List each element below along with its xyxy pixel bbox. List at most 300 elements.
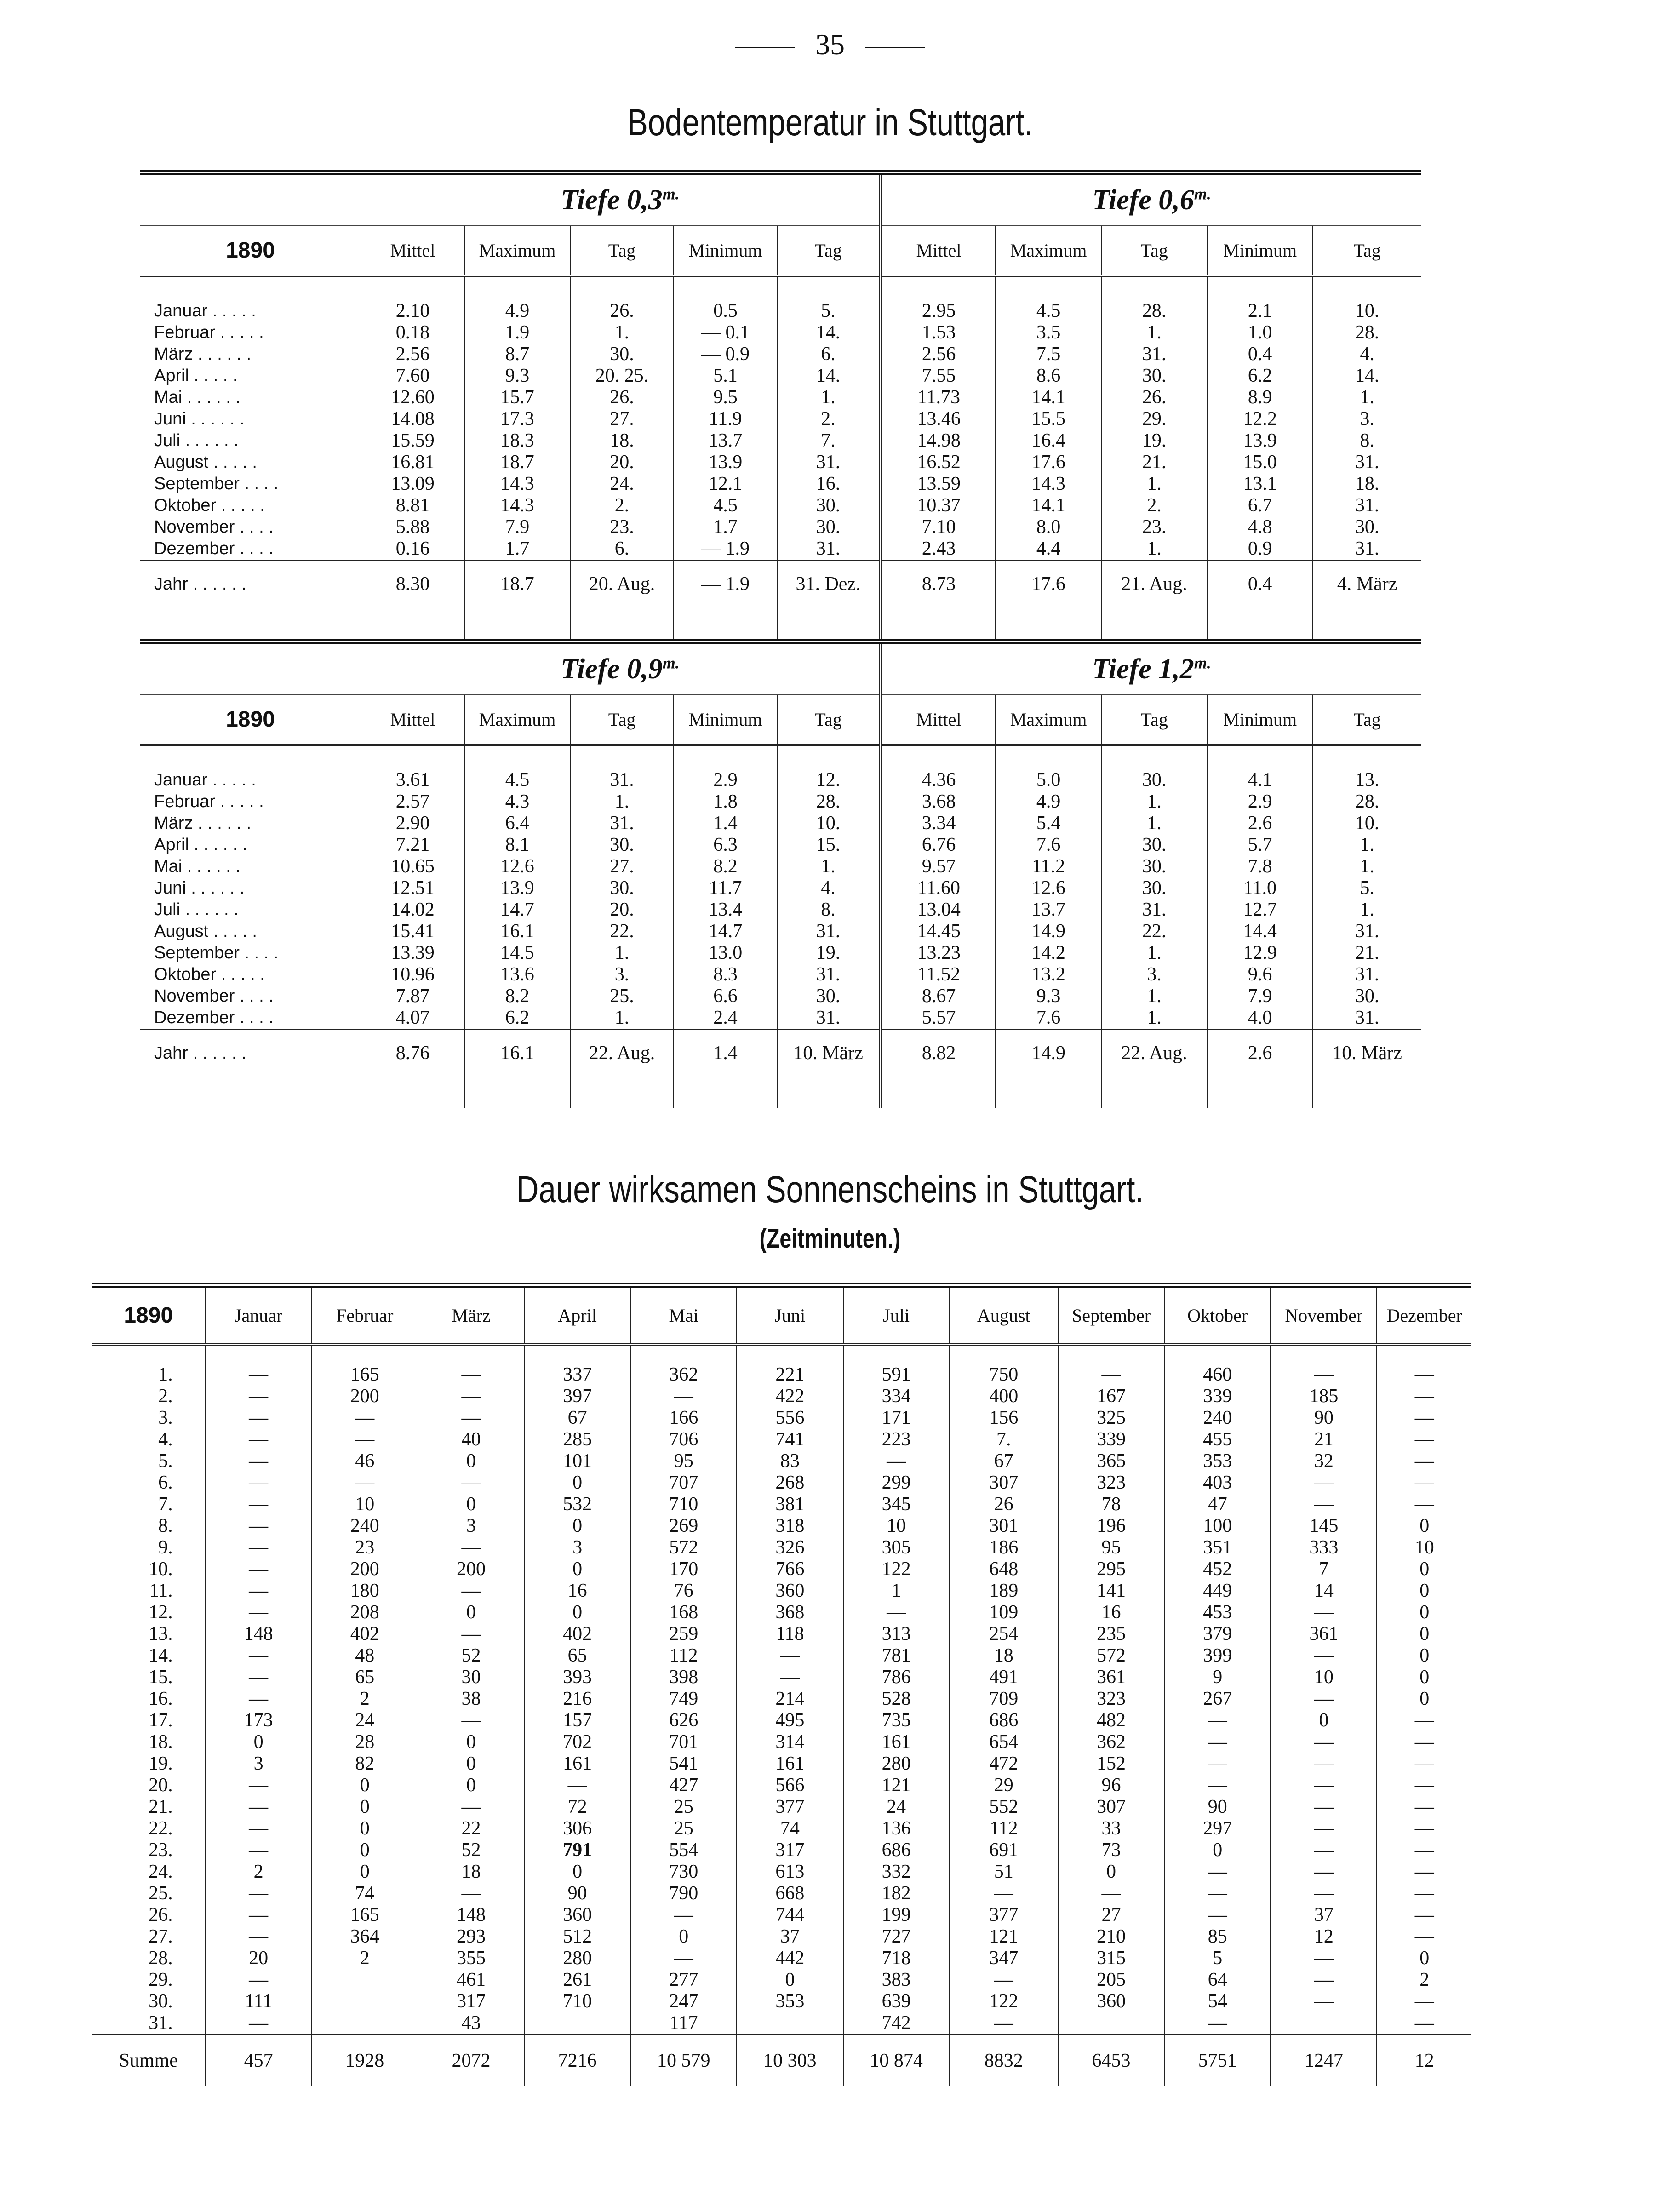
value-cell: 168 <box>630 1602 737 1623</box>
value-cell: 398 <box>630 1667 737 1688</box>
value-cell: 11.2 <box>996 856 1101 877</box>
day-label: 4. <box>158 1429 173 1450</box>
value-cell: — <box>1377 1450 1471 1472</box>
sum-value: 457 <box>206 2035 312 2086</box>
value-cell: 12.6 <box>996 877 1101 899</box>
value-cell: — <box>1377 1753 1471 1775</box>
value-cell: — <box>1271 1840 1377 1861</box>
value-cell: 167 <box>1058 1386 1164 1407</box>
month-label: November . . . . <box>154 517 274 537</box>
value-cell: 13.39 <box>361 942 464 964</box>
depth-unit: m. <box>1194 653 1211 672</box>
depth-header-row <box>140 642 1421 695</box>
value-cell: 30. <box>1101 365 1207 387</box>
value-cell: 31. <box>1313 452 1421 473</box>
month-header: Dezember <box>1377 1285 1471 1344</box>
value-cell: 18 <box>418 1861 524 1883</box>
value-cell: 14. <box>777 322 881 344</box>
tail-cell <box>1313 1076 1421 1108</box>
value-cell: 14.5 <box>464 942 570 964</box>
value-cell: 280 <box>524 1948 630 1969</box>
value-cell: 26 <box>950 1494 1058 1515</box>
table-row <box>140 791 1421 813</box>
value-cell: 1. <box>1313 387 1421 408</box>
value-cell: — <box>206 1472 312 1494</box>
value-cell: 353 <box>737 1991 843 2012</box>
value-cell: 0 <box>312 1796 418 1818</box>
value-cell: 16.81 <box>361 452 464 473</box>
value-cell: 2.6 <box>1207 813 1313 834</box>
value-cell: — <box>1271 1948 1377 1969</box>
value-cell: 31. <box>1101 344 1207 365</box>
sum-row <box>92 2035 1471 2086</box>
table-row <box>140 473 1421 495</box>
value-cell: 73 <box>1058 1840 1164 1861</box>
value-cell: 14.7 <box>464 899 570 921</box>
value-cell: 377 <box>737 1796 843 1818</box>
month-header: Januar <box>206 1285 312 1344</box>
value-cell: 8.3 <box>674 964 777 986</box>
value-cell: 11.9 <box>674 408 777 430</box>
value-cell: 24. <box>570 473 674 495</box>
value-cell: — <box>206 1667 312 1688</box>
year-header: 1890 <box>140 226 361 276</box>
value-cell: — <box>950 2012 1058 2035</box>
value-cell: 512 <box>524 1926 630 1948</box>
value-cell: — <box>1377 1926 1471 1948</box>
value-cell: 427 <box>630 1775 737 1796</box>
value-cell: 27 <box>1058 1904 1164 1926</box>
value-cell: 24 <box>843 1796 950 1818</box>
value-cell: — <box>1271 1861 1377 1883</box>
depth-prefix: Tiefe <box>1092 653 1151 685</box>
month-label: Januar . . . . . <box>154 770 256 790</box>
value-cell: 16 <box>1058 1602 1164 1623</box>
value-cell: 26. <box>570 387 674 408</box>
value-cell: 31. <box>777 1007 881 1030</box>
value-cell: 2.90 <box>361 813 464 834</box>
value-cell: 200 <box>418 1559 524 1580</box>
value-cell: 5. <box>1313 877 1421 899</box>
value-cell: 9.5 <box>674 387 777 408</box>
value-cell: 210 <box>1058 1926 1164 1948</box>
value-cell: — <box>1271 1818 1377 1840</box>
value-cell: 4.1 <box>1207 769 1313 791</box>
month-header: August <box>950 1285 1058 1344</box>
value-cell: 0 <box>418 1731 524 1753</box>
value-cell: 14.3 <box>464 495 570 516</box>
value-cell: 30. <box>1313 516 1421 538</box>
day-label: 15. <box>149 1667 173 1688</box>
value-cell: 1. <box>777 387 881 408</box>
value-cell: 185 <box>1271 1386 1377 1407</box>
value-cell: 495 <box>737 1710 843 1731</box>
value-cell: 1. <box>570 322 674 344</box>
column-header: Maximum <box>996 695 1101 745</box>
value-cell: 14.9 <box>996 921 1101 942</box>
value-cell: 307 <box>950 1472 1058 1494</box>
value-cell: — <box>418 1407 524 1429</box>
value-cell: 482 <box>1058 1710 1164 1731</box>
value-cell: 766 <box>737 1559 843 1580</box>
depth-caption <box>1092 184 1211 216</box>
year-value: 2.6 <box>1207 1030 1313 1077</box>
value-cell: 13.7 <box>996 899 1101 921</box>
value-cell: 189 <box>950 1580 1058 1602</box>
value-cell: 0 <box>418 1775 524 1796</box>
day-label: 14. <box>149 1645 173 1666</box>
value-cell: 10 <box>843 1515 950 1537</box>
value-cell: 1.0 <box>1207 322 1313 344</box>
month-header: Juli <box>843 1285 950 1344</box>
value-cell: — <box>206 1450 312 1472</box>
spacer-cell <box>674 276 777 300</box>
value-cell: — <box>206 1645 312 1667</box>
depth-value: 0,3 <box>627 184 663 216</box>
value-cell: 532 <box>524 1494 630 1515</box>
value-cell: 2.4 <box>674 1007 777 1030</box>
spacer-cell <box>1164 1344 1271 1364</box>
value-cell: 18. <box>1313 473 1421 495</box>
table-row <box>92 1580 1471 1602</box>
sum-value: 8832 <box>950 2035 1058 2086</box>
value-cell: 701 <box>630 1731 737 1753</box>
value-cell: 136 <box>843 1818 950 1840</box>
value-cell: 5.57 <box>881 1007 996 1030</box>
value-cell: 240 <box>1164 1407 1271 1429</box>
value-cell: 4.36 <box>881 769 996 791</box>
value-cell: 397 <box>524 1386 630 1407</box>
value-cell: — <box>1377 1796 1471 1818</box>
value-cell: 2.95 <box>881 300 996 322</box>
value-cell: 12.9 <box>1207 942 1313 964</box>
value-cell: 200 <box>312 1559 418 1580</box>
table-row <box>92 1602 1471 1623</box>
value-cell <box>312 1969 418 1991</box>
value-cell: 12.7 <box>1207 899 1313 921</box>
value-cell: 31. <box>570 769 674 791</box>
column-header: Minimum <box>674 695 777 745</box>
sum-label: Summe <box>92 2035 206 2086</box>
value-cell: 22. <box>570 921 674 942</box>
value-cell: 14.08 <box>361 408 464 430</box>
value-cell: 3 <box>206 1753 312 1775</box>
value-cell: 556 <box>737 1407 843 1429</box>
value-cell <box>312 2012 418 2035</box>
month-header: April <box>524 1285 630 1344</box>
value-cell: 8.2 <box>674 856 777 877</box>
value-cell: 1. <box>1313 856 1421 877</box>
value-cell: 182 <box>843 1883 950 1904</box>
value-cell: 293 <box>418 1926 524 1948</box>
value-cell: 0 <box>524 1861 630 1883</box>
value-cell: — <box>1377 1904 1471 1926</box>
value-cell: 173 <box>206 1710 312 1731</box>
value-cell: 14.45 <box>881 921 996 942</box>
page-number: 35 <box>815 28 845 61</box>
value-cell: 18 <box>950 1645 1058 1667</box>
value-cell: 25 <box>630 1818 737 1840</box>
depth-label <box>361 642 881 695</box>
value-cell: 2 <box>206 1861 312 1883</box>
value-cell: 347 <box>950 1948 1058 1969</box>
value-cell: 4.4 <box>996 538 1101 561</box>
value-cell: 317 <box>418 1991 524 2012</box>
year-value: 4. März <box>1313 561 1421 607</box>
value-cell: 306 <box>524 1818 630 1840</box>
month-label: Februar . . . . . <box>154 323 264 342</box>
depth-prefix: Tiefe <box>1092 184 1151 216</box>
value-cell: 0.18 <box>361 322 464 344</box>
value-cell: 0 <box>524 1472 630 1494</box>
spacer-cell <box>1101 745 1207 769</box>
year-value: 10. März <box>1313 1030 1421 1077</box>
spacer-cell <box>570 745 674 769</box>
month-label: März . . . . . . <box>154 344 252 364</box>
value-cell: 67 <box>950 1450 1058 1472</box>
value-cell: 7.55 <box>881 365 996 387</box>
value-cell: 121 <box>843 1775 950 1796</box>
depth-value: 0,9 <box>627 653 663 685</box>
value-cell: 5.1 <box>674 365 777 387</box>
value-cell: 339 <box>1058 1429 1164 1450</box>
value-cell: 14 <box>1271 1580 1377 1602</box>
month-label: Juni . . . . . . <box>154 878 245 898</box>
value-cell: — <box>843 1602 950 1623</box>
value-cell: 223 <box>843 1429 950 1450</box>
value-cell: 8.2 <box>464 986 570 1007</box>
tail-cell <box>1101 607 1207 639</box>
value-cell: 7.87 <box>361 986 464 1007</box>
value-cell: — <box>630 1948 737 1969</box>
tail-cell <box>140 607 361 639</box>
value-cell: 74 <box>312 1883 418 1904</box>
spacer-cell <box>674 745 777 769</box>
column-header: Minimum <box>1207 695 1313 745</box>
value-cell: 0 <box>206 1731 312 1753</box>
value-cell: 31. <box>1313 538 1421 561</box>
value-cell: 31. <box>777 921 881 942</box>
value-cell: 14.1 <box>996 495 1101 516</box>
value-cell: — <box>418 1623 524 1645</box>
value-cell: 15.7 <box>464 387 570 408</box>
day-label: 7. <box>158 1494 173 1515</box>
spacer-cell <box>996 745 1101 769</box>
day-label: 8. <box>158 1515 173 1536</box>
value-cell: 13.46 <box>881 408 996 430</box>
year-value: 8.73 <box>881 561 996 607</box>
value-cell: 254 <box>950 1623 1058 1645</box>
value-cell: 40 <box>418 1429 524 1450</box>
corner-cell <box>140 642 361 695</box>
sum-value: 1928 <box>312 2035 418 2086</box>
value-cell: — <box>206 1883 312 1904</box>
month-label: August . . . . . <box>154 922 257 941</box>
table-row <box>140 300 1421 322</box>
value-cell: 0 <box>1058 1861 1164 1883</box>
value-cell: 0 <box>1377 1515 1471 1537</box>
value-cell: 267 <box>1164 1688 1271 1710</box>
value-cell: — <box>1377 2012 1471 2035</box>
table-row <box>92 1904 1471 1926</box>
value-cell: 13.09 <box>361 473 464 495</box>
value-cell: 730 <box>630 1861 737 1883</box>
table-row <box>92 1861 1471 1883</box>
tail-cell <box>570 1076 674 1108</box>
depth-value: 1,2 <box>1158 653 1194 685</box>
spacer-cell <box>1101 276 1207 300</box>
value-cell: 744 <box>737 1904 843 1926</box>
table-row <box>140 387 1421 408</box>
column-header: Tag <box>1101 226 1207 276</box>
spacer-cell <box>1058 1344 1164 1364</box>
value-cell: — <box>206 1559 312 1580</box>
day-label: 1. <box>158 1364 173 1385</box>
value-cell: 148 <box>206 1623 312 1645</box>
value-cell: 1. <box>1101 538 1207 561</box>
table-row <box>92 1840 1471 1861</box>
table-row <box>92 1494 1471 1515</box>
value-cell: 23. <box>1101 516 1207 538</box>
value-cell: 4.5 <box>674 495 777 516</box>
tail-cell <box>361 607 464 639</box>
day-label: 25. <box>149 1883 173 1904</box>
day-label: 24. <box>149 1861 173 1882</box>
value-cell: 1.4 <box>674 813 777 834</box>
depth-caption <box>1092 653 1211 685</box>
value-cell: 399 <box>1164 1645 1271 1667</box>
value-cell: 345 <box>843 1494 950 1515</box>
value-cell: 333 <box>1271 1537 1377 1559</box>
value-cell: 24 <box>312 1710 418 1731</box>
depth-label <box>881 642 1421 695</box>
value-cell: — 1.9 <box>674 538 777 561</box>
value-cell: 25 <box>630 1796 737 1818</box>
table-row <box>140 365 1421 387</box>
value-cell: 5.7 <box>1207 834 1313 856</box>
value-cell: 10 <box>312 1494 418 1515</box>
spacer-cell <box>777 276 881 300</box>
depth-prefix: Tiefe <box>561 653 620 685</box>
month-label: Oktober . . . . . <box>154 965 265 984</box>
value-cell: 0.4 <box>1207 344 1313 365</box>
value-cell: 1. <box>1101 986 1207 1007</box>
table-row <box>92 1710 1471 1731</box>
value-cell: 1. <box>1313 834 1421 856</box>
value-cell: 749 <box>630 1688 737 1710</box>
value-cell: 727 <box>843 1926 950 1948</box>
day-label: 27. <box>149 1926 173 1947</box>
value-cell: 0 <box>1377 1559 1471 1580</box>
value-cell: 449 <box>1164 1580 1271 1602</box>
year-value: 8.82 <box>881 1030 996 1077</box>
value-cell: 362 <box>1058 1731 1164 1753</box>
value-cell: — <box>312 1407 418 1429</box>
column-header: Tag <box>777 695 881 745</box>
value-cell: 12. <box>777 769 881 791</box>
value-cell: — <box>1271 1472 1377 1494</box>
value-cell: 709 <box>950 1688 1058 1710</box>
value-cell: — <box>206 1580 312 1602</box>
value-cell: — <box>950 1969 1058 1991</box>
value-cell: 639 <box>843 1991 950 2012</box>
year-value: 1.4 <box>674 1030 777 1077</box>
depth-label <box>361 172 881 226</box>
table-row <box>140 899 1421 921</box>
year-label: Jahr . . . . . . <box>140 1030 361 1077</box>
spacer-cell <box>361 745 464 769</box>
month-label: Juli . . . . . . <box>154 900 239 919</box>
table-row <box>140 322 1421 344</box>
value-cell: — <box>206 1926 312 1948</box>
value-cell: — <box>206 1796 312 1818</box>
value-cell: 0 <box>737 1969 843 1991</box>
value-cell: 453 <box>1164 1602 1271 1623</box>
table-row <box>140 408 1421 430</box>
value-cell: 4.5 <box>996 300 1101 322</box>
value-cell: 37 <box>1271 1904 1377 1926</box>
value-cell: 7.9 <box>464 516 570 538</box>
value-cell: 403 <box>1164 1472 1271 1494</box>
day-label: 20. <box>149 1775 173 1796</box>
spacer-cell <box>1377 1344 1471 1364</box>
value-cell: 4.0 <box>1207 1007 1313 1030</box>
spacer-cell <box>464 745 570 769</box>
value-cell <box>1271 2012 1377 2035</box>
value-cell: 10.37 <box>881 495 996 516</box>
value-cell: 791 <box>524 1840 630 1861</box>
column-header-row <box>140 226 1421 276</box>
value-cell: 165 <box>312 1904 418 1926</box>
table-row <box>140 769 1421 791</box>
value-cell: 14.3 <box>464 473 570 495</box>
column-header-row <box>140 695 1421 745</box>
day-label: 16. <box>149 1688 173 1709</box>
spacer-cell <box>881 276 996 300</box>
month-header: November <box>1271 1285 1377 1344</box>
value-cell: 30. <box>570 877 674 899</box>
value-cell: 0.9 <box>1207 538 1313 561</box>
value-cell: 8.7 <box>464 344 570 365</box>
year-value: 20. Aug. <box>570 561 674 607</box>
value-cell: 299 <box>843 1472 950 1494</box>
value-cell: 8.6 <box>996 365 1101 387</box>
value-cell: 8.1 <box>464 834 570 856</box>
value-cell: 14.7 <box>674 921 777 942</box>
value-cell: 455 <box>1164 1429 1271 1450</box>
value-cell: 112 <box>950 1818 1058 1840</box>
value-cell: 7.60 <box>361 365 464 387</box>
month-label: Juli . . . . . . <box>154 431 239 450</box>
day-label: 21. <box>149 1796 173 1817</box>
value-cell: 30. <box>1101 769 1207 791</box>
value-cell: 31. <box>777 964 881 986</box>
value-cell: — <box>737 1645 843 1667</box>
value-cell: 48 <box>312 1645 418 1667</box>
value-cell: 16.4 <box>996 430 1101 452</box>
depth-caption <box>561 653 680 685</box>
spacer-cell <box>312 1344 418 1364</box>
value-cell: — <box>1164 2012 1271 2035</box>
table-row <box>92 1386 1471 1407</box>
depth-unit: m. <box>662 653 680 672</box>
value-cell <box>524 2012 630 2035</box>
value-cell: 37 <box>737 1926 843 1948</box>
value-cell: 52 <box>418 1645 524 1667</box>
value-cell: 72 <box>524 1796 630 1818</box>
table-row <box>92 1753 1471 1775</box>
value-cell: 0 <box>1377 1688 1471 1710</box>
